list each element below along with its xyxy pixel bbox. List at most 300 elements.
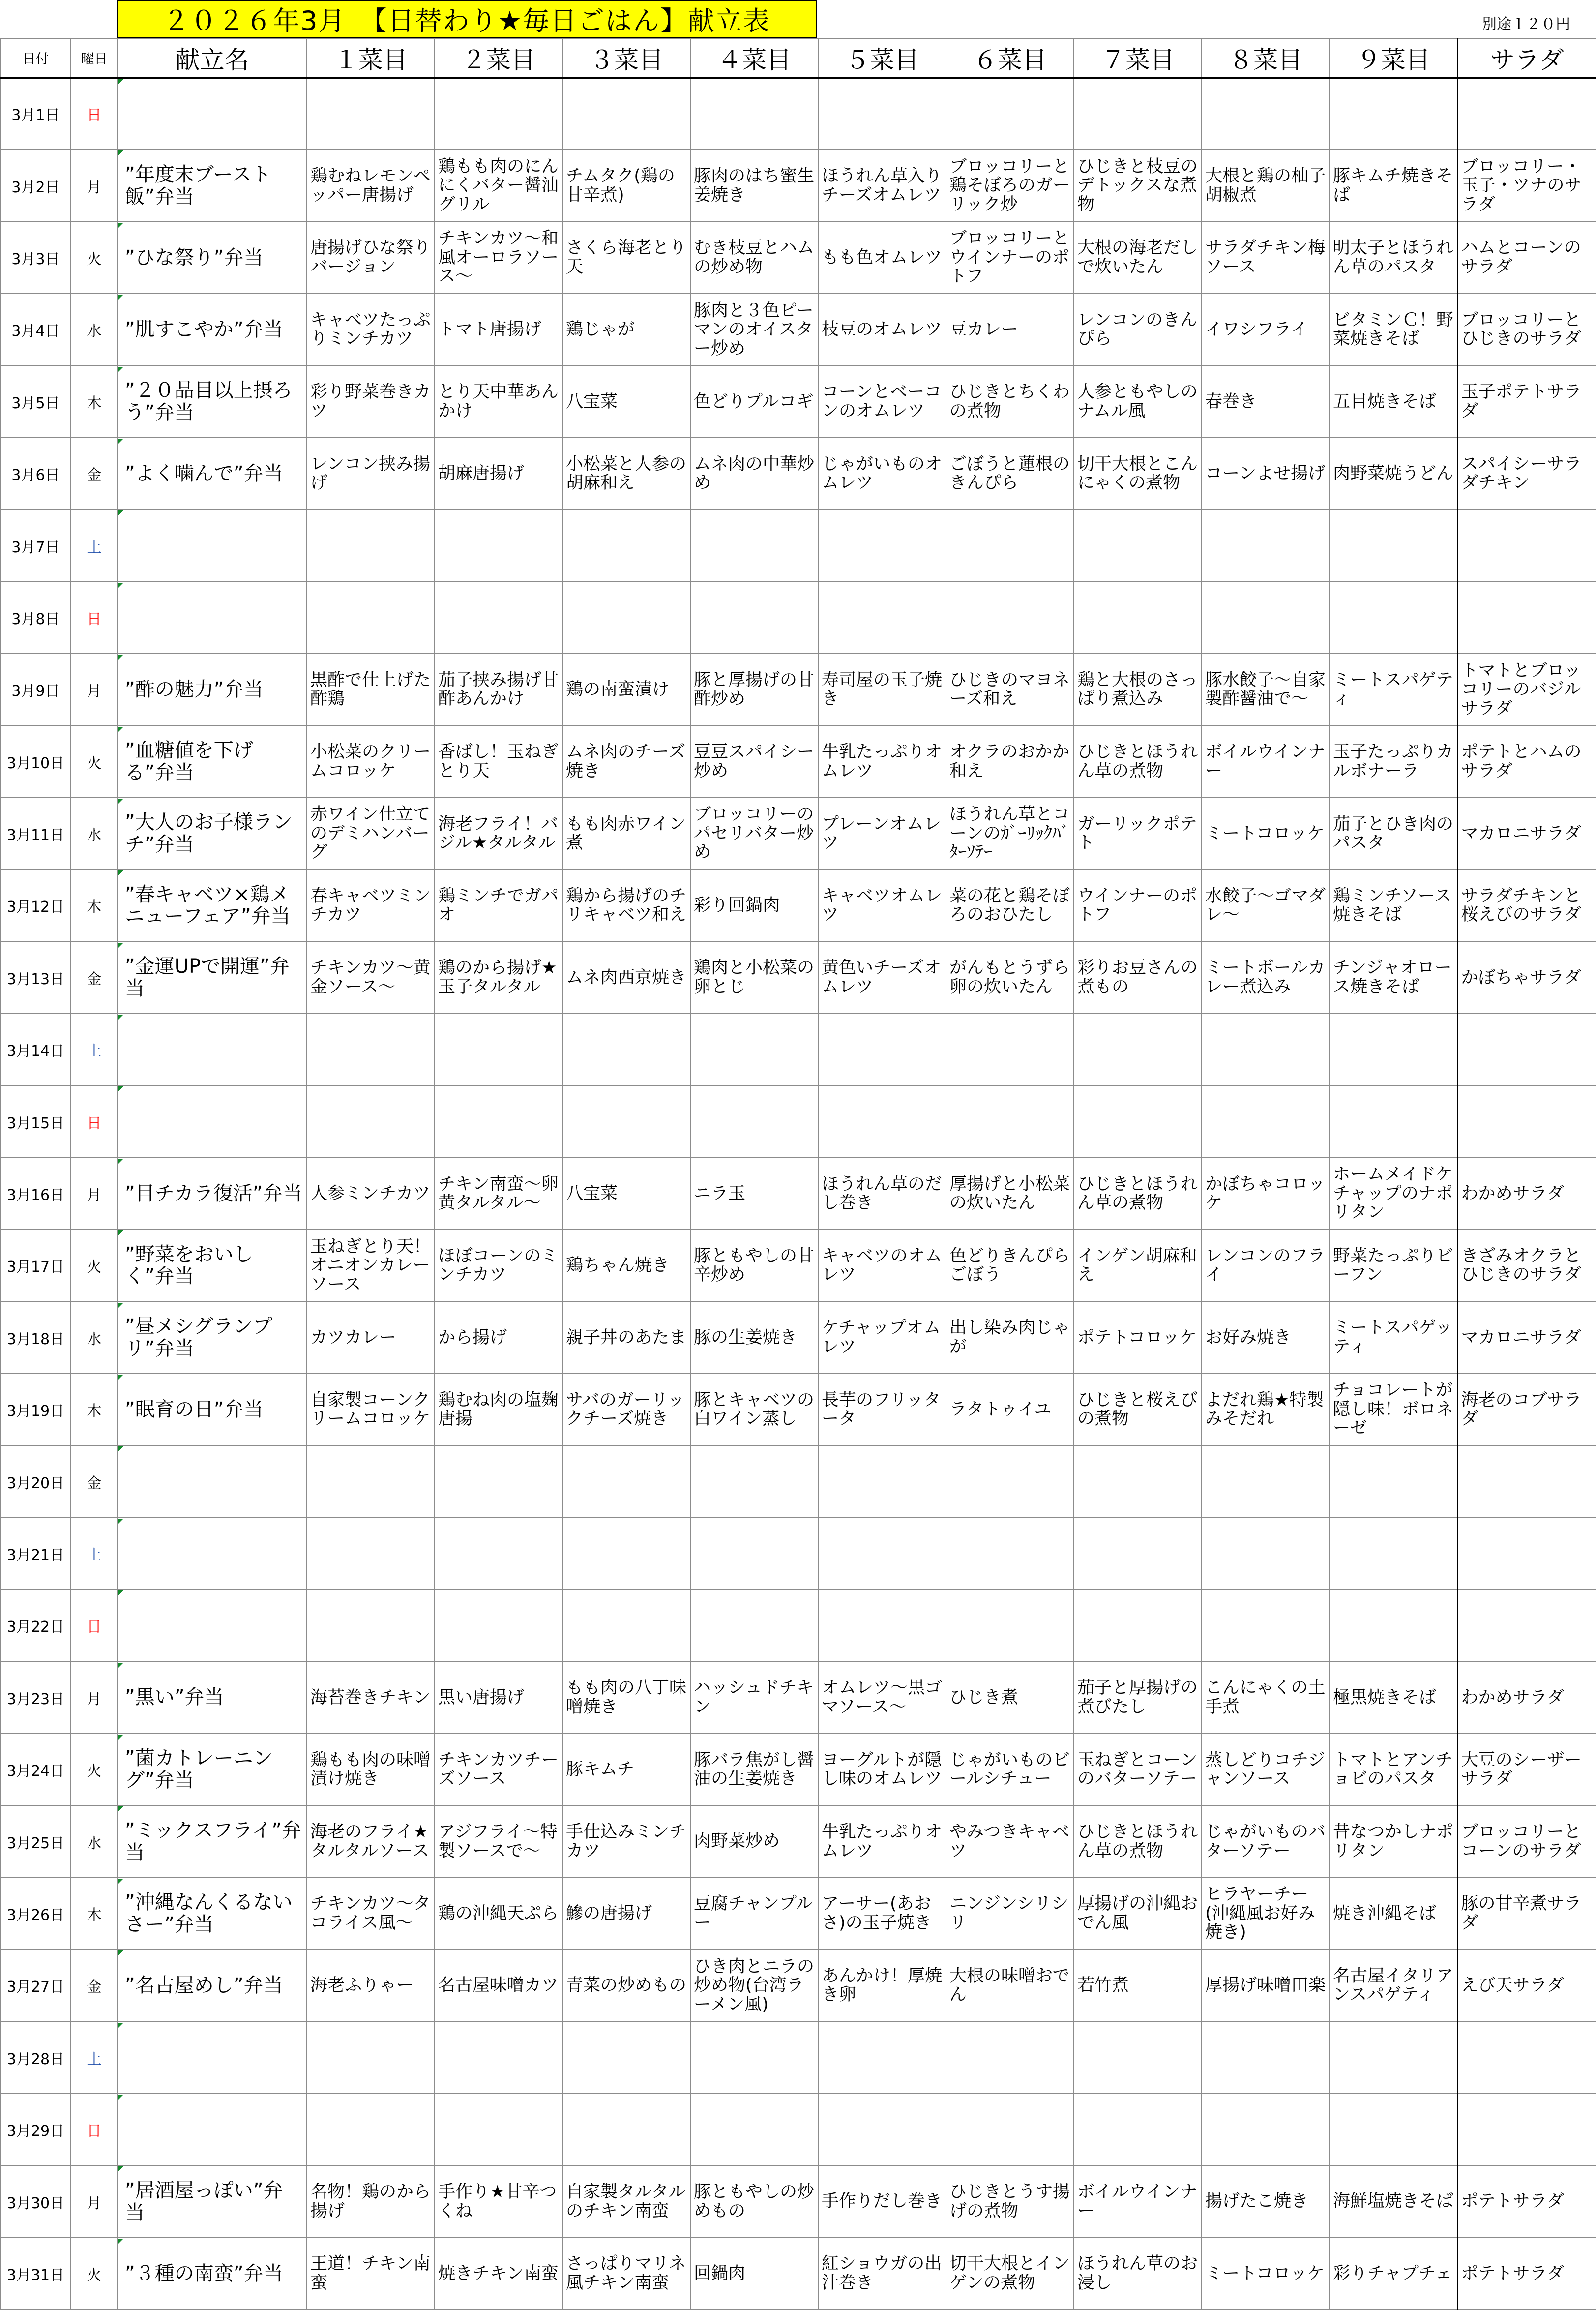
dish-cell-5 xyxy=(818,1158,946,1230)
dish-cell-7 xyxy=(1074,366,1202,438)
dish-cell-6 xyxy=(946,2094,1074,2165)
weekday-cell: 金 xyxy=(71,1445,118,1517)
dish-name: じゃがいものオムレツ xyxy=(822,454,943,493)
dish-cell-5 xyxy=(818,222,946,294)
salad-name: ブロッコリー・玉子・ツナのサラダ xyxy=(1461,156,1582,214)
salad-cell xyxy=(1457,1734,1596,1805)
dish-cell-9 xyxy=(1330,222,1457,294)
dish-name: ほうれん草入りチーズオムレツ xyxy=(822,166,943,205)
dish-cell-2 xyxy=(435,582,562,654)
dish-cell-8 xyxy=(1202,798,1330,870)
table-row xyxy=(0,1374,1596,1445)
dish-name: 玉ねぎとり天！オニオンカレーソース xyxy=(310,1236,431,1294)
dish-cell-7 xyxy=(1074,654,1202,725)
dish-cell-1 xyxy=(307,222,435,294)
table-row xyxy=(0,1734,1596,1805)
weekday-cell: 土 xyxy=(71,1518,118,1590)
dish-cell-3 xyxy=(562,78,690,150)
dish-cell-8 xyxy=(1202,582,1330,654)
dish-cell-6 xyxy=(946,1950,1074,2021)
dish-name: オクラのおかか和え xyxy=(949,742,1070,781)
dish-cell-2 xyxy=(435,870,562,941)
dish-name: 海老フライ！バジル★タルタル xyxy=(438,814,558,853)
dish-cell-8 xyxy=(1202,222,1330,294)
salad-name: きざみオクラとひじきのサラダ xyxy=(1461,1246,1582,1285)
dish-name: ヨーグルトが隠し味のオムレツ xyxy=(822,1750,943,1789)
dish-name: 蒸しどりコチジャンソース xyxy=(1205,1750,1326,1789)
menu-name: ”春キャベツ×鶏メニューフェア”弁当 xyxy=(125,883,291,928)
dish-name: ミートスパゲティ xyxy=(1333,670,1453,709)
menu-name-cell xyxy=(118,2165,307,2237)
cell-corner-marker xyxy=(118,510,123,515)
dish-name: アーサー(あおさ)の玉子焼き xyxy=(822,1894,932,1933)
dish-name: ミートコロッケ xyxy=(1205,2263,1325,2283)
weekday-cell: 水 xyxy=(71,798,118,870)
dish-name: 昔なつかしナポリタン xyxy=(1333,1822,1454,1861)
dish-cell-6 xyxy=(946,510,1074,581)
dish-cell-3 xyxy=(562,798,690,870)
dish-cell-1 xyxy=(307,1014,435,1085)
dish-cell-9 xyxy=(1330,78,1457,150)
dish-cell-2 xyxy=(435,1374,562,1445)
weekday-cell: 木 xyxy=(71,1878,118,1950)
dish-cell-6 xyxy=(946,1302,1074,1374)
dish-cell-6 xyxy=(946,726,1074,798)
dish-cell-1 xyxy=(307,366,435,438)
dish-name: 玉ねぎとコーンのバターソテー xyxy=(1077,1750,1198,1789)
salad-cell xyxy=(1457,1085,1596,1157)
dish-cell-2 xyxy=(435,1518,562,1590)
date-cell: 3月11日 xyxy=(0,798,71,870)
dish-name: 豚と厚揚げの甘酢炒め xyxy=(694,670,815,709)
dish-cell-6 xyxy=(946,798,1074,870)
date-cell: 3月1日 xyxy=(0,78,71,150)
dish-name: よだれ鶏★特製みそだれ xyxy=(1205,1390,1324,1429)
table-row xyxy=(0,2022,1596,2094)
salad-name: 豚の甘辛煮サラダ xyxy=(1461,1894,1582,1933)
weekday-cell: 日 xyxy=(71,1085,118,1157)
dish-cell-9 xyxy=(1330,1230,1457,1301)
dish-cell-4 xyxy=(690,798,818,870)
dish-name: 胡麻唐揚げ xyxy=(438,463,525,483)
dish-cell-5 xyxy=(818,1662,946,1734)
dish-cell-2 xyxy=(435,1014,562,1085)
dish-name: ポテトコロッケ xyxy=(1077,1327,1197,1348)
menu-name: ”肌すこやか”弁当 xyxy=(125,318,283,341)
dish-name: サバのガーリックチーズ焼き xyxy=(566,1390,685,1429)
dish-name: 豚バラ焦がし醤油の生姜焼き xyxy=(694,1750,815,1789)
dish-cell-2 xyxy=(435,942,562,1014)
header-date: 日付 xyxy=(0,38,71,78)
date-cell: 3月20日 xyxy=(0,1445,71,1517)
dish-cell-5 xyxy=(818,510,946,581)
dish-cell-3 xyxy=(562,1805,690,1877)
dish-cell-4 xyxy=(690,1734,818,1805)
header-dish-6: ６菜目 xyxy=(946,38,1074,78)
dish-cell-3 xyxy=(562,1734,690,1805)
menu-name-cell xyxy=(118,150,307,221)
dish-name: トマトとアンチョビのパスタ xyxy=(1333,1750,1453,1789)
dish-cell-9 xyxy=(1330,1445,1457,1517)
table-row xyxy=(0,1950,1596,2021)
dish-name: ヒラヤーチー(沖縄風お好み焼き) xyxy=(1205,1885,1315,1943)
dish-name: 切干大根とこんにゃくの煮物 xyxy=(1077,454,1198,493)
dish-name: じゃがいものビールシチュー xyxy=(949,1750,1070,1789)
salad-cell xyxy=(1457,582,1596,654)
salad-cell xyxy=(1457,2022,1596,2094)
dish-name: 鶏むね肉の塩麹唐揚 xyxy=(438,1390,559,1429)
cell-corner-marker xyxy=(118,1590,123,1595)
menu-name: ”目チカラ復活”弁当 xyxy=(125,1182,302,1205)
dish-cell-9 xyxy=(1330,726,1457,798)
dish-name: サラダチキン梅ソース xyxy=(1205,238,1326,277)
dish-cell-8 xyxy=(1202,1014,1330,1085)
dish-name: キャベツたっぷりミンチカツ xyxy=(310,310,431,349)
dish-cell-2 xyxy=(435,1878,562,1950)
menu-name-cell xyxy=(118,654,307,725)
dish-cell-7 xyxy=(1074,1662,1202,1734)
dish-cell-1 xyxy=(307,582,435,654)
dish-cell-3 xyxy=(562,2165,690,2237)
dish-name: 唐揚げひな祭りバージョン xyxy=(310,238,431,277)
salad-name: ハムとコーンのサラダ xyxy=(1461,238,1581,277)
dish-name: 彩りチャプチェ xyxy=(1333,2263,1452,2283)
dish-name: 自家製タルタルのチキン南蛮 xyxy=(566,2182,686,2221)
table-row xyxy=(0,798,1596,870)
dish-cell-6 xyxy=(946,78,1074,150)
dish-name: 豚ともやしの甘辛炒め xyxy=(694,1246,815,1285)
dish-cell-8 xyxy=(1202,1374,1330,1445)
menu-table xyxy=(0,38,1596,2310)
dish-cell-4 xyxy=(690,654,818,725)
dish-cell-9 xyxy=(1330,1662,1457,1734)
date-cell: 3月13日 xyxy=(0,942,71,1014)
weekday-cell: 日 xyxy=(71,582,118,654)
salad-cell xyxy=(1457,150,1596,221)
dish-cell-9 xyxy=(1330,1302,1457,1374)
dish-name: チンジャオロース焼きそば xyxy=(1333,958,1452,997)
dish-name: ひじきとほうれん草の煮物 xyxy=(1077,1822,1198,1861)
dish-cell-2 xyxy=(435,1158,562,1230)
dish-cell-2 xyxy=(435,1805,562,1877)
table-row xyxy=(0,1158,1596,1230)
dish-cell-1 xyxy=(307,438,435,510)
cell-corner-marker xyxy=(118,1015,123,1020)
dish-name: こんにゃくの土手煮 xyxy=(1205,1678,1326,1717)
date-cell: 3月29日 xyxy=(0,2094,71,2165)
dish-name: 焼き沖縄そば xyxy=(1333,1903,1437,1923)
menu-name-cell xyxy=(118,1158,307,1230)
cell-corner-marker xyxy=(118,223,123,228)
dish-cell-9 xyxy=(1330,1085,1457,1157)
dish-name: 鶏ミンチソース焼きそば xyxy=(1333,886,1452,925)
dish-name: レンコンのフライ xyxy=(1205,1246,1326,1285)
dish-cell-4 xyxy=(690,366,818,438)
dish-name: レンコン挟み揚げ xyxy=(310,454,431,493)
table-row xyxy=(0,870,1596,941)
dish-name: 王道！チキン南蛮 xyxy=(310,2254,431,2293)
date-cell: 3月16日 xyxy=(0,1158,71,1230)
dish-name: ウインナーのポトフ xyxy=(1077,886,1197,925)
dish-cell-4 xyxy=(690,1590,818,1661)
dish-cell-1 xyxy=(307,1518,435,1590)
salad-cell xyxy=(1457,1230,1596,1301)
dish-name: から揚げ xyxy=(438,1327,507,1348)
salad-cell xyxy=(1457,1878,1596,1950)
dish-name: 豚とキャベツの白ワイン蒸し xyxy=(694,1390,815,1429)
dish-cell-7 xyxy=(1074,582,1202,654)
dish-cell-4 xyxy=(690,942,818,1014)
cell-corner-marker xyxy=(118,1735,123,1740)
dish-cell-4 xyxy=(690,1085,818,1157)
cell-corner-marker xyxy=(118,1879,123,1884)
cell-corner-marker xyxy=(118,727,123,732)
dish-name: 鰺の唐揚げ xyxy=(566,1903,652,1923)
dish-cell-5 xyxy=(818,1302,946,1374)
dish-name: チキンカツ～黄金ソース～ xyxy=(310,958,431,997)
date-cell: 3月24日 xyxy=(0,1734,71,1805)
dish-name: 厚揚げと小松菜の炊いたん xyxy=(949,1174,1070,1213)
dish-name: 豚肉のはち蜜生姜焼き xyxy=(694,166,815,205)
weekday-cell: 日 xyxy=(71,2094,118,2165)
dish-cell-9 xyxy=(1330,942,1457,1014)
menu-name: ”ミックスフライ”弁当 xyxy=(125,1819,302,1864)
dish-name: ムネ肉のチーズ焼き xyxy=(566,742,686,781)
dish-cell-7 xyxy=(1074,1302,1202,1374)
dish-cell-2 xyxy=(435,1950,562,2021)
dish-cell-3 xyxy=(562,1374,690,1445)
dish-cell-8 xyxy=(1202,1518,1330,1590)
salad-cell xyxy=(1457,1950,1596,2021)
dish-name: 赤ワイン仕立てのデミハンバーグ xyxy=(310,805,430,863)
dish-cell-9 xyxy=(1330,366,1457,438)
dish-name: ごぼうと蓮根のきんぴら xyxy=(949,454,1070,493)
weekday-cell: 金 xyxy=(71,942,118,1014)
weekday-cell: 月 xyxy=(71,654,118,725)
dish-cell-3 xyxy=(562,1230,690,1301)
dish-cell-9 xyxy=(1330,294,1457,365)
dish-cell-7 xyxy=(1074,78,1202,150)
dish-cell-5 xyxy=(818,2165,946,2237)
dish-name: 野菜たっぷりビーフン xyxy=(1333,1246,1454,1285)
dish-cell-4 xyxy=(690,582,818,654)
date-cell: 3月6日 xyxy=(0,438,71,510)
dish-cell-7 xyxy=(1074,1734,1202,1805)
dish-cell-2 xyxy=(435,1085,562,1157)
dish-name: 五目焼きそば xyxy=(1333,391,1437,412)
dish-name: さっぱりマリネ風チキン南蛮 xyxy=(566,2254,686,2293)
dish-cell-6 xyxy=(946,438,1074,510)
menu-name: ”昼メシグランプリ”弁当 xyxy=(125,1315,272,1360)
dish-name: むき枝豆とハムの炒め物 xyxy=(694,238,815,277)
dish-name: 厚揚げの沖縄おでん風 xyxy=(1077,1894,1198,1933)
weekday-cell: 土 xyxy=(71,2022,118,2094)
cell-corner-marker xyxy=(118,799,123,804)
dish-name: ブロッコリーのパセリバター炒め xyxy=(694,805,814,863)
dish-name: 牛乳たっぷりオムレツ xyxy=(822,1822,943,1861)
dish-cell-1 xyxy=(307,78,435,150)
dish-name: 大根の味噌おでん xyxy=(949,1966,1070,2005)
dish-cell-2 xyxy=(435,510,562,581)
salad-name: えび天サラダ xyxy=(1461,1976,1565,1996)
dish-cell-6 xyxy=(946,2022,1074,2094)
date-cell: 3月31日 xyxy=(0,2238,71,2310)
dish-name: コーンよせ揚げ xyxy=(1205,463,1326,483)
dish-name: ケチャップオムレツ xyxy=(822,1318,941,1357)
dish-cell-7 xyxy=(1074,2022,1202,2094)
dish-cell-8 xyxy=(1202,294,1330,365)
header-row xyxy=(0,38,1596,78)
salad-name: 大豆のシーザーサラダ xyxy=(1461,1750,1582,1789)
dish-cell-8 xyxy=(1202,78,1330,150)
cell-corner-marker xyxy=(118,1519,123,1524)
salad-cell xyxy=(1457,1158,1596,1230)
cell-corner-marker xyxy=(118,1446,123,1451)
dish-name: 鶏じゃが xyxy=(566,320,635,340)
dish-cell-5 xyxy=(818,1950,946,2021)
dish-name: 春キャベツミンチカツ xyxy=(310,886,431,925)
dish-cell-3 xyxy=(562,294,690,365)
weekday-cell: 月 xyxy=(71,150,118,221)
dish-name: ひじきとほうれん草の煮物 xyxy=(1077,1174,1198,1213)
dish-name: 長芋のフリッタータ xyxy=(822,1390,941,1429)
dish-cell-6 xyxy=(946,654,1074,725)
dish-cell-4 xyxy=(690,2238,818,2310)
dish-cell-8 xyxy=(1202,366,1330,438)
date-cell: 3月19日 xyxy=(0,1374,71,1445)
dish-cell-2 xyxy=(435,1590,562,1661)
dish-cell-1 xyxy=(307,1878,435,1950)
menu-name-cell xyxy=(118,1302,307,1374)
dish-cell-1 xyxy=(307,1734,435,1805)
dish-cell-3 xyxy=(562,942,690,1014)
header-dish-7: ７菜目 xyxy=(1074,38,1202,78)
dish-name: ひじきとちくわの煮物 xyxy=(949,382,1070,421)
table-row xyxy=(0,1662,1596,1734)
cell-corner-marker xyxy=(118,295,123,300)
dish-name: 焼きチキン南蛮 xyxy=(438,2263,559,2283)
dish-cell-1 xyxy=(307,1302,435,1374)
dish-cell-3 xyxy=(562,1085,690,1157)
table-row xyxy=(0,222,1596,294)
salad-cell xyxy=(1457,1302,1596,1374)
dish-name: チョコレートが隠し味！ボロネーゼ xyxy=(1333,1380,1454,1439)
dish-cell-1 xyxy=(307,2238,435,2310)
dish-cell-7 xyxy=(1074,1158,1202,1230)
dish-cell-4 xyxy=(690,726,818,798)
dish-cell-8 xyxy=(1202,1085,1330,1157)
dish-cell-5 xyxy=(818,1445,946,1517)
dish-cell-2 xyxy=(435,2238,562,2310)
cell-corner-marker xyxy=(118,439,123,444)
dish-cell-6 xyxy=(946,870,1074,941)
dish-name: 黒酢で仕上げた酢鶏 xyxy=(310,670,431,709)
dish-name: やみつきキャベツ xyxy=(949,1822,1070,1861)
table-row xyxy=(0,1518,1596,1590)
dish-name: お好み焼き xyxy=(1205,1327,1292,1348)
dish-cell-3 xyxy=(562,726,690,798)
header-dish-9: ９菜目 xyxy=(1330,38,1457,78)
dish-cell-8 xyxy=(1202,654,1330,725)
salad-cell xyxy=(1457,1518,1596,1590)
dish-cell-2 xyxy=(435,2165,562,2237)
dish-cell-4 xyxy=(690,1950,818,2021)
dish-cell-7 xyxy=(1074,294,1202,365)
table-row xyxy=(0,78,1596,150)
dish-name: もも肉の八丁味噌焼き xyxy=(566,1678,687,1717)
weekday-cell: 土 xyxy=(71,1014,118,1085)
cell-corner-marker xyxy=(118,2239,123,2244)
dish-cell-8 xyxy=(1202,2094,1330,2165)
dish-name: 八宝菜 xyxy=(566,1183,618,1203)
dish-cell-7 xyxy=(1074,1230,1202,1301)
dish-cell-9 xyxy=(1330,654,1457,725)
dish-cell-9 xyxy=(1330,510,1457,581)
dish-name: 茄子とひき肉のパスタ xyxy=(1333,814,1454,853)
dish-name: 人参ミンチカツ xyxy=(310,1183,431,1203)
dish-cell-2 xyxy=(435,1662,562,1734)
salad-cell xyxy=(1457,798,1596,870)
dish-cell-4 xyxy=(690,1014,818,1085)
menu-name: ”３種の南蛮”弁当 xyxy=(125,2262,283,2285)
dish-cell-8 xyxy=(1202,1662,1330,1734)
dish-name: 八宝菜 xyxy=(566,391,618,412)
dish-name: 豚キムチ焼きそば xyxy=(1333,166,1453,205)
cell-corner-marker xyxy=(118,943,123,948)
date-cell: 3月15日 xyxy=(0,1085,71,1157)
weekday-cell: 火 xyxy=(71,1230,118,1301)
dish-name: ほぼコーンのミンチカツ xyxy=(438,1246,559,1285)
dish-name: オムレツ～黒ゴマソース～ xyxy=(822,1678,943,1717)
weekday-cell: 木 xyxy=(71,1374,118,1445)
salad-cell xyxy=(1457,2238,1596,2310)
dish-cell-6 xyxy=(946,2165,1074,2237)
menu-name-cell xyxy=(118,1014,307,1085)
table-row xyxy=(0,654,1596,725)
dish-name: 極黒焼きそば xyxy=(1333,1687,1437,1708)
cell-corner-marker xyxy=(118,583,123,588)
weekday-cell: 火 xyxy=(71,222,118,294)
dish-cell-4 xyxy=(690,78,818,150)
dish-name: 茄子挟み揚げ甘酢あんかけ xyxy=(438,670,559,709)
dish-cell-7 xyxy=(1074,1950,1202,2021)
menu-name-cell xyxy=(118,1374,307,1445)
menu-name-cell xyxy=(118,1805,307,1877)
dish-cell-8 xyxy=(1202,150,1330,221)
dish-name: キャベツのオムレツ xyxy=(822,1246,943,1285)
dish-cell-2 xyxy=(435,654,562,725)
salad-name: マカロニサラダ xyxy=(1461,823,1582,843)
dish-cell-1 xyxy=(307,1230,435,1301)
cell-corner-marker xyxy=(118,2166,123,2171)
salad-cell xyxy=(1457,726,1596,798)
dish-name: ミートコロッケ xyxy=(1205,823,1325,843)
dish-cell-5 xyxy=(818,2238,946,2310)
date-cell: 3月30日 xyxy=(0,2165,71,2237)
menu-name-cell xyxy=(118,510,307,581)
dish-cell-7 xyxy=(1074,1805,1202,1877)
dish-cell-5 xyxy=(818,2022,946,2094)
dish-name: ブロッコリーと鶏そぼろのガーリック炒 xyxy=(949,156,1070,214)
dish-cell-3 xyxy=(562,1014,690,1085)
cell-corner-marker xyxy=(118,1086,123,1091)
dish-name: 豚の生姜焼き xyxy=(694,1327,798,1348)
dish-cell-3 xyxy=(562,2238,690,2310)
dish-name: ボイルウインナー xyxy=(1205,742,1325,781)
dish-cell-8 xyxy=(1202,870,1330,941)
dish-cell-2 xyxy=(435,726,562,798)
dish-cell-7 xyxy=(1074,798,1202,870)
